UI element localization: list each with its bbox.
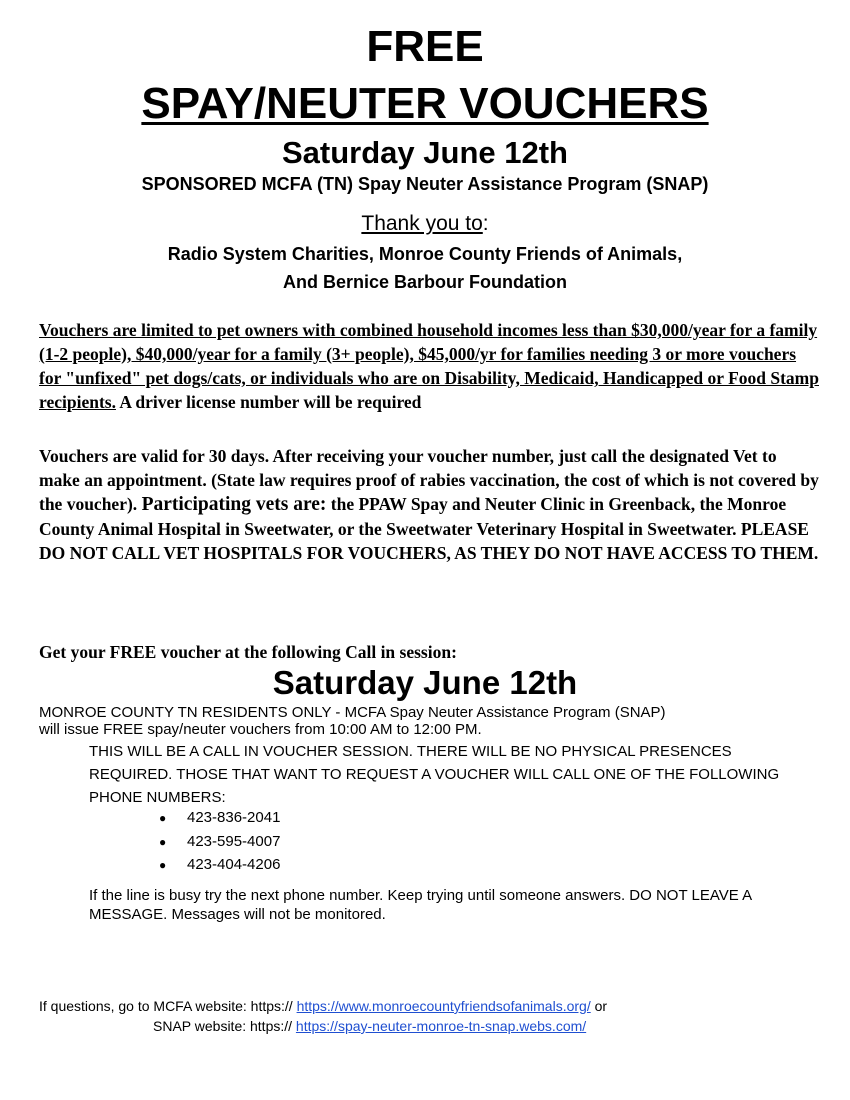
footer-mcfa-suffix: or — [590, 998, 608, 1014]
snap-website-link[interactable]: https://spay-neuter-monroe-tn-snap.webs.com/ — [295, 1018, 587, 1034]
page-title-text: SPAY/NEUTER VOUCHERS — [141, 79, 709, 128]
page-title — [0, 78, 850, 130]
thanks-colon: : — [482, 212, 489, 235]
bullet-icon: ● — [159, 858, 167, 872]
list-item[interactable] — [159, 830, 280, 854]
session-date: Saturday June 12th — [272, 664, 578, 701]
headline-free: FREE — [366, 22, 484, 71]
eligibility-paragraph — [39, 318, 819, 414]
busy-line-note: If the line is busy try the next phone number. Keep trying until someone answers. DO NOT LEAVE A MESSAGE. Messages will not be monitored. — [89, 887, 752, 923]
sponsor-org-line-2: And Bernice Barbour Foundation — [282, 272, 567, 292]
phone-number: 423-404-4206 — [187, 856, 281, 873]
residents-notice — [39, 704, 819, 738]
validity-text-2: the PPAW Spay and Neuter Clinic in Greenback, the Monroe County Animal Hospital in Sweetwater, or the Sweetwater Veterinary Hospital in Sweetwater. PLEASE DO NOT CALL VET HOSPITALS FOR VOUCHERS, AS THEY DO NOT HAVE ACCESS TO THEM. — [39, 494, 819, 563]
sponsor-organizations — [0, 240, 850, 296]
event-date: Saturday June 12th — [282, 135, 568, 170]
footer-mcfa-prefix: If questions, go to MCFA website: https:// — [39, 998, 297, 1014]
phone-number: 423-836-2041 — [187, 809, 281, 826]
validity-text-1: Vouchers are valid for 30 days. After receiving your voucher number, just call the designated Vet to make an appointment. (State law requires proof of rabies vaccination, the cost of which is not covered by the voucher). — [39, 446, 819, 514]
session-intro: Get your FREE voucher at the following Call in session: — [39, 642, 457, 662]
residents-notice-line-1: MONROE COUNTY TN RESIDENTS ONLY - MCFA Spay Neuter Assistance Program (SNAP) — [39, 704, 666, 721]
thanks-heading — [0, 210, 850, 238]
list-item[interactable] — [159, 853, 280, 877]
residents-notice-line-2: will issue FREE spay/neuter vouchers from 10:00 AM to 12:00 PM. — [39, 721, 482, 738]
mcfa-website-link[interactable]: https://www.monroecountyfriendsofanimals.org/ — [296, 998, 591, 1014]
sponsor-line: SPONSORED MCFA (TN) Spay Neuter Assistance Program (SNAP) — [141, 174, 709, 194]
footer-snap-line — [153, 1016, 586, 1036]
bullet-icon: ● — [159, 834, 167, 849]
bullet-icon: ● — [159, 811, 167, 825]
footer-snap-prefix: SNAP website: https:// — [153, 1018, 296, 1034]
thanks-label: Thank you to — [361, 212, 483, 235]
eligibility-requirements: Vouchers are limited to pet owners with combined household incomes less than $30,000/year for a family (1-2 people), $40,000/year for a family (3+ people), $45,000/yr for families needing 3 or more vouchers for "unfixed" pet dogs/cats, or individuals who are on Disability, Medicaid, Handicapped or Food Stamp recipients. — [39, 320, 819, 412]
footer-mcfa-line — [39, 996, 607, 1016]
participating-vets-label: Participating vets are: — [141, 494, 327, 515]
eligibility-license-note: A driver license number will be required — [115, 392, 422, 412]
call-in-instructions: THIS WILL BE A CALL IN VOUCHER SESSION. THERE WILL BE NO PHYSICAL PRESENCES REQUIRED. THOSE THAT WANT TO REQUEST A VOUCHER WILL CALL ONE OF THE FOLLOWING PHONE NUMBERS: — [89, 743, 780, 806]
sponsor-org-line-1: Radio System Charities, Monroe County Friends of Animals, — [167, 244, 683, 264]
list-item[interactable] — [159, 806, 280, 830]
phone-number-list — [159, 806, 280, 877]
phone-number: 423-595-4007 — [187, 832, 281, 850]
validity-paragraph — [39, 444, 819, 565]
